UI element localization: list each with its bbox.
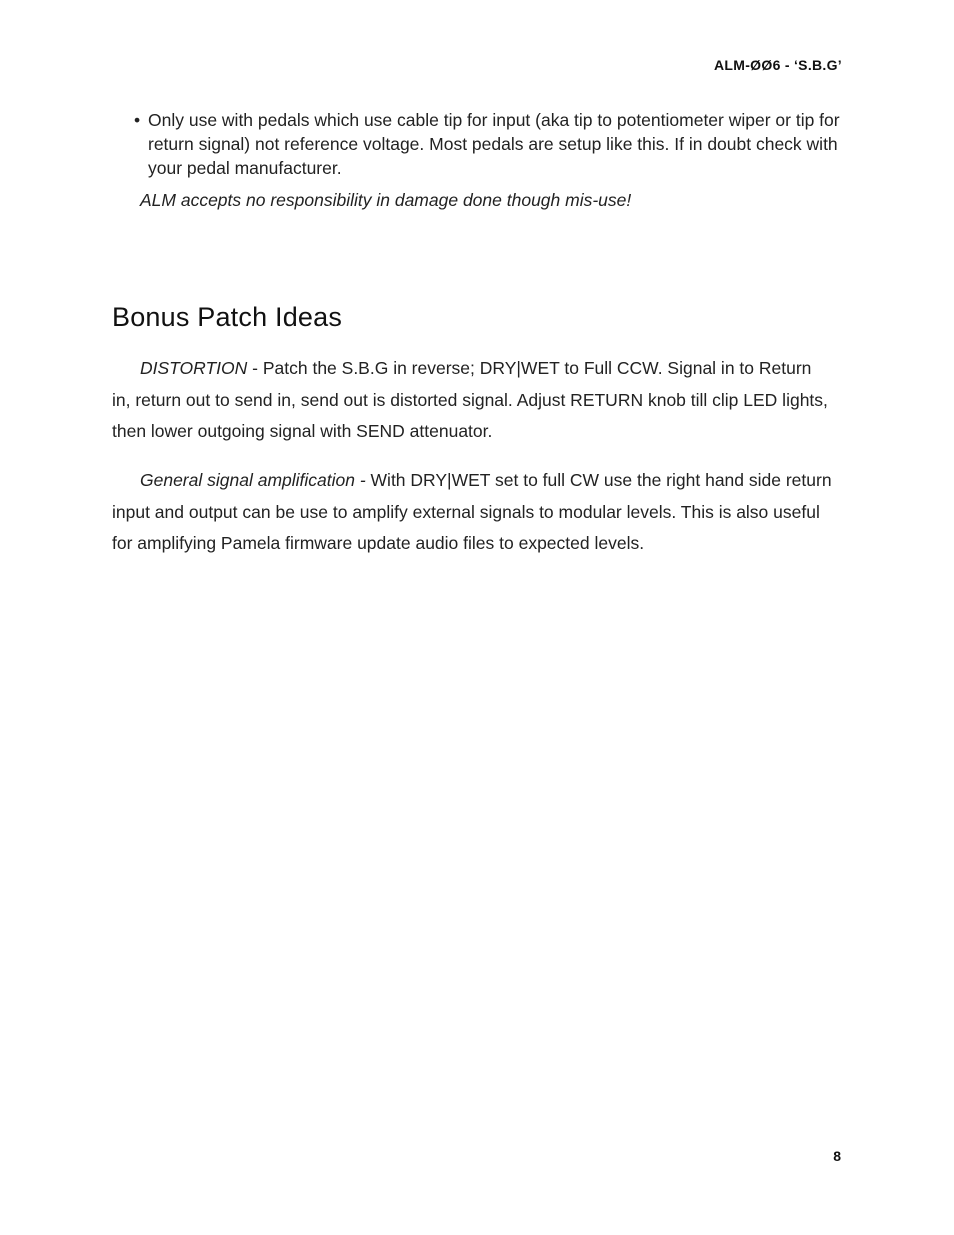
warning-note: ALM accepts no responsibility in damage done though mis-use!	[140, 190, 632, 210]
page-number: 8	[833, 1148, 841, 1164]
patch-idea-title: General signal amplification -	[140, 470, 366, 490]
bullet-icon: •	[134, 110, 141, 130]
bullet-list	[130, 108, 846, 180]
bullet-text: Only use with pedals which use cable tip for input (aka tip to potentiometer wiper or tip for return signal) not reference voltage. Most pedals are setup like this. If in doubt check with your pedal manufacturer.	[148, 110, 840, 178]
document-header-title: ALM-ØØ6 - ‘S.B.G’	[714, 57, 842, 73]
patch-idea-body: - Patch the S.B.G in reverse; DRY|WET to Full CCW. Signal in to Return in, return out to send in, send out is distorted signal. Adjust RETURN knob till clip LED lights, then lower outgoing signal with SEND attenuator.	[112, 358, 828, 441]
list-item	[130, 108, 846, 180]
patch-idea-paragraph	[112, 353, 834, 448]
patch-idea-paragraph	[112, 465, 834, 560]
patch-idea-body: With DRY|WET set to full CW use the right hand side return input and output can be use to amplify external signals to modular levels. This is also useful for amplifying Pamela firmware update audio files to expected levels.	[112, 470, 832, 553]
patch-idea-title: DISTORTION	[140, 358, 248, 378]
section-heading: Bonus Patch Ideas	[112, 302, 343, 332]
